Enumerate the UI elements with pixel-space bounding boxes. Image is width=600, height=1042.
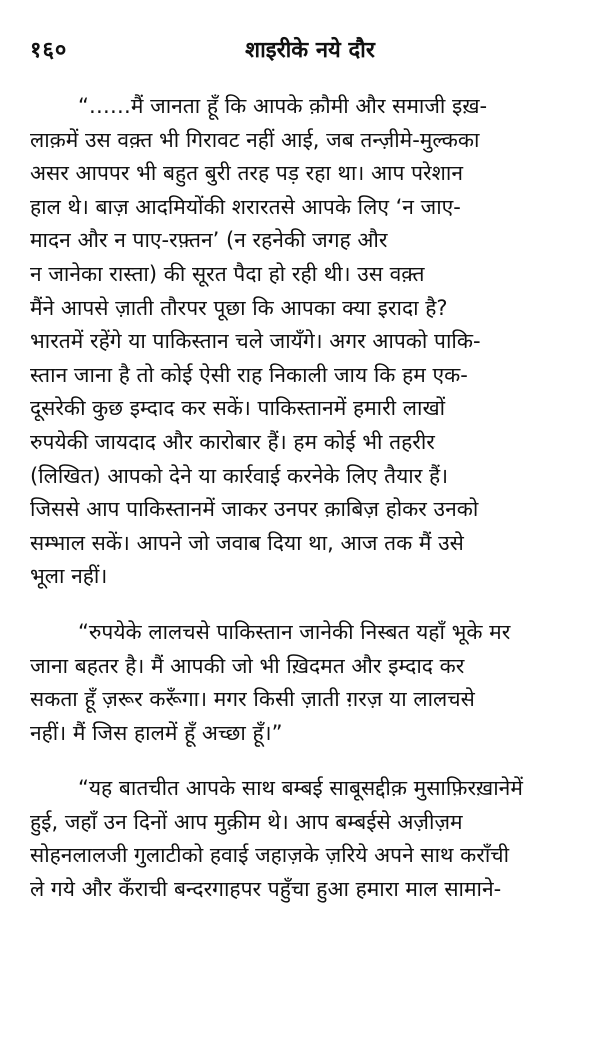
text-line: दूसरेकी कुछ इम्दाद कर सकें। पाकिस्तानमें हमारी लाखों [30,396,446,421]
text-line: हुई, जहाँ उन दिनों आप मुक़ीम थे। आप बम्बईसे अज़ीज़म [30,809,463,834]
text-line: “रुपयेके लालचसे पाकिस्तान जानेकी निस्बत यहाँ भूके मर [78,619,511,644]
paragraph-1 [30,90,575,594]
body-text [30,90,575,907]
text-line: नहीं। मैं जिस हालमें हूँ अच्छा हूँ।” [30,720,283,745]
text-line: सम्भाल सकें। आपने जो जवाब दिया था, आज तक मैं उसे [30,530,464,555]
paragraph-gap [30,594,575,616]
text-line: मैंने आपसे ज़ाती तौरपर पूछा कि आपका क्या इरादा है? [30,295,448,320]
text-line: “यह बातचीत आपके साथ बम्बई साबूसद्दीक़ मुसाफ़िरख़ानेमें [78,776,523,801]
text-line: “……मैं जानता हूँ कि आपके क़ौमी और समाजी इख़- [78,94,488,118]
text-line: भूला नहीं। [30,564,108,589]
text-line: ले गये और कँराची बन्दरगाहपर पहुँचा हुआ हमारा माल सामाने- [30,877,502,902]
text-line: जिससे आप पाकिस्तानमें जाकर उनपर क़ाबिज़ होकर उनको [30,497,479,522]
paragraph-3 [30,772,575,906]
running-title: शाइरीके नये दौर [245,38,375,63]
text-line: स्तान जाना है तो कोई ऐसी राह निकाली जाय कि हम एक- [30,362,468,387]
text-line: सोहनलालजी गुलाटीको हवाई जहाज़के ज़रिये अपने साथ कराँची [30,843,510,868]
text-line: असर आपपर भी बहुत बुरी तरह पड़ रहा था। आप परेशान [30,161,463,186]
paragraph-2 [30,616,575,750]
text-line: न जानेका रास्ता) की सूरत पैदा हो रही थी। उस वक़्त [30,261,425,286]
text-line: सकता हूँ ज़रूर करूँगा। मगर किसी ज़ाती ग़रज़ या लालचसे [30,687,475,712]
text-line: लाक़में उस वक़्त भी गिरावट नहीं आई, जब तन्ज़ीमे-मुल्कका [30,127,480,152]
paragraph-gap [30,750,575,772]
text-line: हाल थे। बाज़ आदमियोंकी शरारतसे आपके लिए ‘न जाए- [30,194,461,219]
text-line: रुपयेकी जायदाद और कारोबार हैं। हम कोई भी तहरीर [30,429,435,454]
page-header [30,28,570,68]
text-line: (लिखित) आपको देने या कार्रवाई करनेके लिए तैयार हैं। [30,463,449,488]
text-line: जाना बहतर है। मैं आपकी जो भी ख़िदमत और इम्दाद कर [30,653,465,678]
page-number: १६० [30,38,68,63]
text-line: मादन और न पाए-रफ़्तन’ (न रहनेकी जगह और [30,228,388,253]
text-line: भारतमें रहेंगे या पाकिस्तान चले जायँगे। अगर आपको पाकि- [30,329,481,354]
